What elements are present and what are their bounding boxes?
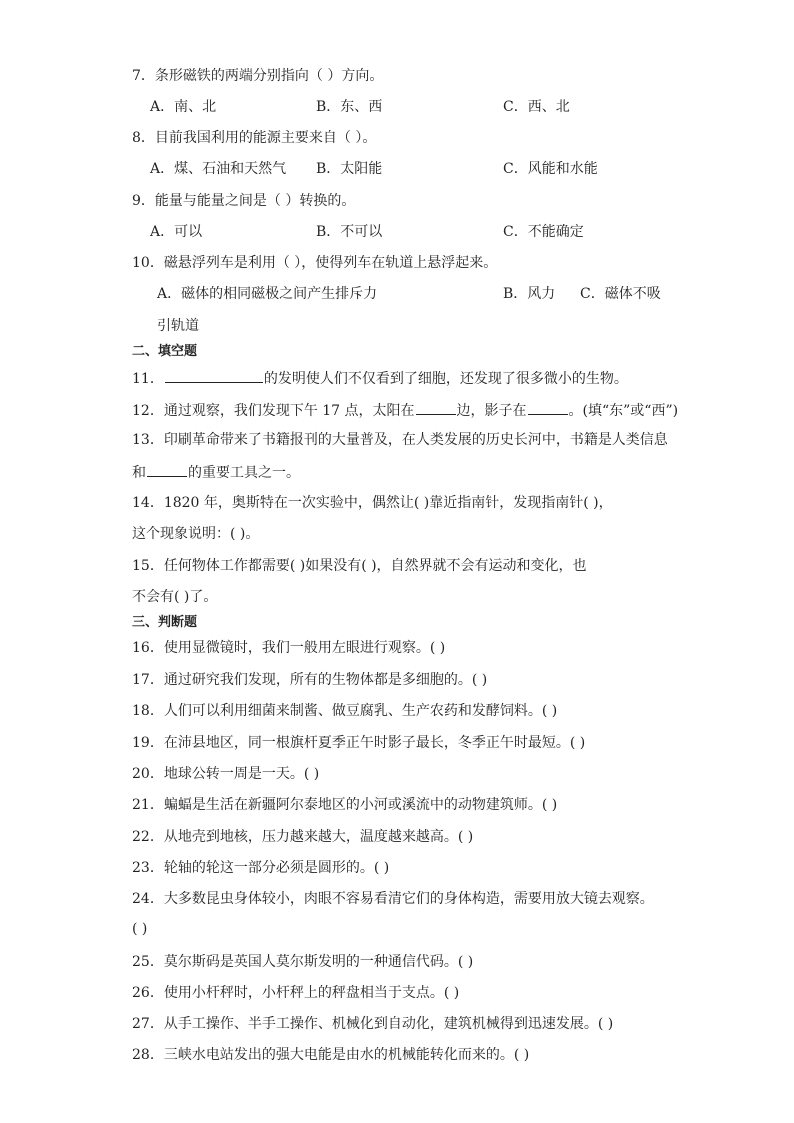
question-9-option-b: B．不可以 (316, 224, 383, 240)
question-22: 22．从地壳到地核，压力越来越大，温度越来越高。( ) (132, 829, 474, 845)
question-7-option-a: A．南、北 (150, 99, 217, 115)
question-27: 27．从手工操作、半手工操作、机械化到自动化，建筑机械得到迅速发展。( ) (132, 1016, 614, 1032)
question-10-stem: 10．磁悬浮列车是利用（ ），使得列车在轨道上悬浮起来。 (132, 255, 498, 271)
section-true-false-title: 三、判断题 (132, 615, 198, 630)
question-14-line-2: 这个现象说明：( )。 (132, 526, 260, 542)
question-7-option-c: C．西、北 (503, 99, 570, 115)
question-9-option-c: C．不能确定 (503, 224, 584, 240)
question-15-line-1: 15．任何物体工作都需要( )如果没有( )，自然界就不会有运动和变化，也 (132, 558, 587, 574)
answer-blank (528, 400, 568, 415)
question-10-option-a: A．磁体的相同磁极之间产生排斥力 (157, 286, 378, 302)
question-12-part-3: 。(填“东”或“西”) (568, 403, 679, 419)
question-8-option-b: B．太阳能 (316, 161, 383, 177)
question-21: 21．蝙蝠是生活在新疆阿尔泰地区的小河或溪流中的动物建筑师。( ) (132, 797, 558, 813)
question-12-part-2: 边，影子在 (456, 403, 527, 419)
question-7-stem: 7．条形磁铁的两端分别指向（ ）方向。 (132, 68, 384, 84)
question-7-option-b: B．东、西 (316, 99, 383, 115)
question-11-number: 11． (132, 371, 164, 387)
question-26: 26．使用小杆秤时，小杆秤上的秤盘相当于支点。( ) (132, 985, 460, 1001)
question-14-line-1: 14．1820 年，奥斯特在一次实验中，偶然让( )靠近指南针，发现指南针( )， (132, 495, 613, 511)
question-8-option-a: A．煤、石油和天然气 (150, 161, 287, 177)
question-13-part-1: 和 (132, 465, 146, 481)
question-12 (132, 400, 678, 420)
question-11 (132, 368, 628, 388)
question-13-line-2 (132, 462, 300, 482)
question-18: 18．人们可以利用细菌来制酱、做豆腐乳、生产农药和发酵饲料。( ) (132, 703, 558, 719)
question-12-part-1: 12．通过观察，我们发现下午 17 点，太阳在 (132, 403, 415, 419)
question-23: 23．轮轴的轮这一部分必须是圆形的。( ) (132, 860, 390, 876)
question-9-stem: 9．能量与能量之间是（ ）转换的。 (132, 193, 356, 209)
question-10-option-c: C．磁体不吸 (580, 286, 661, 302)
question-8-stem: 8．目前我国利用的能源主要来自（ ）。 (132, 130, 377, 146)
answer-blank (416, 400, 456, 415)
question-9-option-a: A．可以 (150, 224, 203, 240)
question-13-part-2: 的重要工具之一。 (188, 465, 300, 481)
question-24: 24．大多数昆虫身体较小，肉眼不容易看清它们的身体构造，需要用放大镜去观察。 (132, 891, 654, 907)
question-13-line-1: 13．印刷革命带来了书籍报刊的大量普及，在人类发展的历史长河中，书籍是人类信息 (132, 432, 668, 448)
answer-blank (165, 368, 263, 383)
question-10-option-c-continued: 引轨道 (157, 318, 199, 334)
question-19: 19．在沛县地区，同一根旗杆夏季正午时影子最长，冬季正午时最短。( ) (132, 735, 586, 751)
question-25: 25．莫尔斯码是英国人莫尔斯发明的一种通信代码。( ) (132, 954, 474, 970)
answer-blank (147, 462, 187, 477)
question-16: 16．使用显微镜时，我们一般用左眼进行观察。( ) (132, 640, 446, 656)
question-24-answer-bracket: ( ) (132, 921, 148, 937)
question-11-text: 的发明使人们不仅看到了细胞，还发现了很多微小的生物。 (263, 371, 628, 387)
question-28: 28．三峡水电站发出的强大电能是由水的机械能转化而来的。( ) (132, 1047, 530, 1063)
question-17: 17．通过研究我们发现，所有的生物体都是多细胞的。( ) (132, 672, 488, 688)
question-8-option-c: C．风能和水能 (503, 161, 598, 177)
question-15-line-2: 不会有( )了。 (132, 589, 218, 605)
section-fill-in-title: 二、填空题 (132, 344, 198, 359)
question-10-option-b: B．风力 (503, 286, 556, 302)
question-20: 20．地球公转一周是一天。( ) (132, 766, 320, 782)
